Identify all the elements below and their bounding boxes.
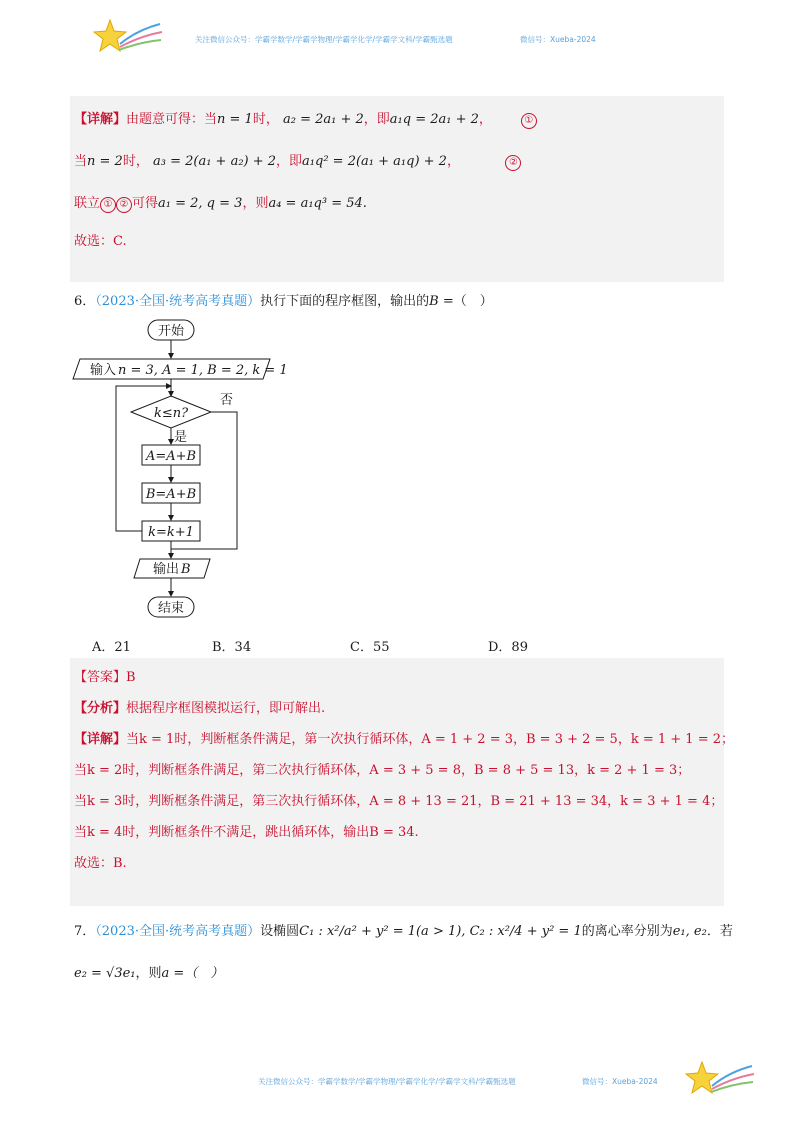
q6-detail-2: 当k = 2时，判断框条件满足，第二次执行循环体，A = 3 + 5 = 8，B = 8 + 5 = 13，k = 2 + 1 = 3； xyxy=(74,763,691,778)
q6-solution-box xyxy=(70,658,724,906)
header-wechat-text: 关注微信公众号：学霸学数学/学霸学物理/学霸学化学/学霸学文科/学霸甄选题 xyxy=(195,35,453,44)
star-logo-icon xyxy=(92,14,164,58)
q6-analysis: 【分析】根据程序框图模拟运行，即可解出. xyxy=(74,701,326,716)
q7-ellipse-equations: C₁ : x²/a² + y² = 1(a > 1), C₂ : x²/4 + y² = 1 xyxy=(299,924,582,939)
option-c: C．55 xyxy=(350,640,390,655)
q6-detail-3: 当k = 3时，判断框条件满足，第三次执行循环体，A = 8 + 13 = 21，B = 21 + 13 = 34，k = 3 + 1 = 4； xyxy=(74,794,724,809)
flow-start-text: 开始 xyxy=(157,324,185,339)
option-b: B．34 xyxy=(212,640,252,655)
flow-no-label: 否 xyxy=(220,393,234,408)
q5-line-3: 联立 ① ② 可得a₁ = 2, q = 3，则a₄ = a₁q³ = 54. xyxy=(74,196,367,211)
header-wechat-id: 微信号：Xueba-2024 xyxy=(520,35,596,44)
q5-line-2: 当n = 2时， a₃ = 2(a₁ + a₂) + 2，即a₁q² = 2(a₁ + a₁q) + 2， ② xyxy=(74,150,521,171)
flow-step-3-text: k=k+1 xyxy=(148,525,194,540)
option-d: D．89 xyxy=(488,640,528,655)
q6-choice: 故选：B. xyxy=(74,856,127,871)
flow-yes-label: 是 xyxy=(174,430,188,445)
q6-source: （2023·全国·统考高考真题） xyxy=(95,294,261,309)
flow-step-2-text: B=A+B xyxy=(145,487,197,502)
flow-step-1-text: A=A+B xyxy=(145,449,197,464)
q6-answer: 【答案】B xyxy=(74,670,136,685)
detail-tag: 【详解】 xyxy=(74,112,127,127)
q6-detail-4: 当k = 4时，判断框条件不满足，跳出循环体，输出B = 34. xyxy=(74,825,419,840)
circled-two-mark: ② xyxy=(505,155,521,171)
q5-choice: 故选：C. xyxy=(74,234,127,249)
circled-two-ref: ② xyxy=(116,197,132,213)
option-a: A．21 xyxy=(92,640,131,655)
circled-one-mark: ① xyxy=(521,113,537,129)
footer-wechat-text: 关注微信公众号：学霸学数学/学霸学物理/学霸学化学/学霸学文科/学霸甄选题 xyxy=(258,1077,516,1086)
footer-star-logo-icon xyxy=(684,1056,756,1100)
q7-stem-line-1: 7．（2023·全国·统考高考真题）设椭圆C₁ : x²/a² + y² = 1(a > 1), C₂ : x²/4 + y² = 1的离心率分别为e₁, e₂．若 xyxy=(74,924,733,939)
flow-end-text: 结束 xyxy=(157,601,185,616)
flow-output-var: B xyxy=(181,562,191,577)
q5-line-1: 【详解】由题意可得：当n = 1时， a₂ = 2a₁ + 2，即a₁q = 2a₁ + 2， ① xyxy=(74,108,537,129)
q7-stem-line-2: e₂ = √3e₁，则a =（ ） xyxy=(74,966,224,981)
footer-wechat-id: 微信号：Xueba-2024 xyxy=(582,1077,658,1086)
q6-stem: 6．（2023·全国·统考高考真题）执行下面的程序框图，输出的B =（ ） xyxy=(74,294,493,309)
q6-detail-1: 【详解】当k = 1时，判断框条件满足，第一次执行循环体，A = 1 + 2 = 3，B = 3 + 2 = 5，k = 1 + 1 = 2； xyxy=(74,732,734,747)
circled-one-ref: ① xyxy=(100,197,116,213)
flow-input-values: n = 3, A = 1, B = 2, k = 1 xyxy=(118,363,288,378)
q7-source: （2023·全国·统考高考真题） xyxy=(95,924,261,939)
flow-condition-text: k≤n? xyxy=(153,406,189,421)
program-flowchart xyxy=(60,312,300,624)
flow-output-label: 输出 xyxy=(153,562,180,577)
flow-input-label: 输入 xyxy=(90,363,117,378)
